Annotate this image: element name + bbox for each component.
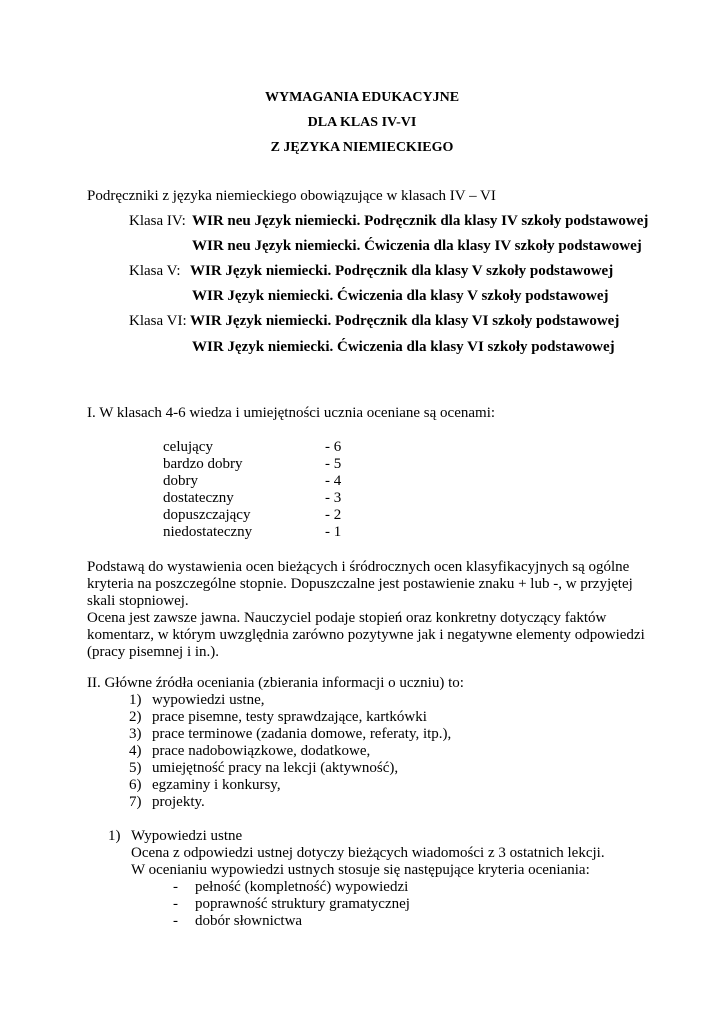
list-number: 7) [129, 794, 142, 810]
para2-line2: komentarz, w którym uwzględnia zarówno pozytywne jak i negatywne elementy odpowiedzi [87, 627, 645, 643]
grade-value: - 1 [325, 524, 342, 540]
section2-heading: II. Główne źródła oceniania (zbierania informacji o uczniu) to: [87, 675, 464, 691]
class-vi-book: WIR Język niemiecki. Podręcznik dla klasy VI szkoły podstawowej [190, 313, 620, 329]
grade-name: dostateczny [163, 490, 234, 506]
para2-line3: (pracy pisemnej i in.). [87, 644, 220, 660]
list-text: egzaminy i konkursy, [152, 777, 281, 793]
criteria-dash: - [173, 896, 178, 912]
list-item [0, 726, 724, 743]
subsection-line1: Ocena z odpowiedzi ustnej dotyczy bieżących wiadomości z 3 ostatnich lekcji. [131, 845, 605, 861]
list-number: 1) [129, 692, 142, 708]
list-number: 2) [129, 709, 142, 725]
list-text: prace terminowe (zadania domowe, referaty, itp.), [152, 726, 452, 742]
grade-value: - 3 [325, 490, 342, 506]
criteria-dash: - [173, 879, 178, 895]
grade-value: - 4 [325, 473, 342, 489]
list-text: projekty. [152, 794, 205, 810]
criteria-dash: - [173, 913, 178, 929]
criteria-item [0, 896, 724, 913]
list-item [0, 777, 724, 794]
list-number: 3) [129, 726, 142, 742]
grade-name: niedostateczny [163, 524, 253, 540]
class-iv-book: WIR neu Język niemiecki. Podręcznik dla klasy IV szkoły podstawowej [192, 213, 649, 229]
list-number: 4) [129, 743, 142, 759]
list-number: 5) [129, 760, 142, 776]
doc-title-line2: DLA KLAS IV-VI [307, 115, 417, 130]
list-text: wypowiedzi ustne, [152, 692, 265, 708]
class-v-exercises: WIR Język niemiecki. Ćwiczenia dla klasy V szkoły podstawowej [192, 288, 609, 304]
grade-name: bardzo dobry [163, 456, 243, 472]
grade-value: - 2 [325, 507, 342, 523]
section1-heading: I. W klasach 4-6 wiedza i umiejętności ucznia oceniane są ocenami: [87, 405, 496, 421]
list-item [0, 709, 724, 726]
list-item [0, 794, 724, 811]
criteria-text: dobór słownictwa [195, 913, 303, 929]
class-vi-exercises: WIR Język niemiecki. Ćwiczenia dla klasy VI szkoły podstawowej [192, 339, 615, 355]
para2-line1: Ocena jest zawsze jawna. Nauczyciel podaje stopień oraz konkretny dotyczący faktów [87, 610, 607, 626]
grade-name: dopuszczający [163, 507, 251, 523]
list-text: prace nadobowiązkowe, dodatkowe, [152, 743, 371, 759]
class-vi-label: Klasa VI: [129, 313, 187, 329]
class-iv-label: Klasa IV: [129, 213, 186, 229]
subsection-title: Wypowiedzi ustne [131, 828, 243, 844]
criteria-text: poprawność struktury gramatycznej [195, 896, 410, 912]
grade-name: celujący [163, 439, 213, 455]
list-item [0, 692, 724, 709]
textbooks-intro: Podręczniki z języka niemieckiego obowiązujące w klasach IV – VI [87, 188, 496, 204]
criteria-item [0, 913, 724, 930]
list-text: prace pisemne, testy sprawdzające, kartkówki [152, 709, 427, 725]
grade-value: - 6 [325, 439, 342, 455]
list-item [0, 760, 724, 777]
para1-line3: skali stopniowej. [87, 593, 189, 609]
doc-title-line1: WYMAGANIA EDUKACYJNE [264, 90, 460, 105]
doc-title-line3: Z JĘZYKA NIEMIECKIEGO [270, 140, 454, 155]
subsection-line2: W ocenianiu wypowiedzi ustnych stosuje się następujące kryteria oceniania: [131, 862, 590, 878]
para1-line1: Podstawą do wystawienia ocen bieżących i śródrocznych ocen klasyfikacyjnych są ogólne [87, 559, 630, 575]
grade-name: dobry [163, 473, 198, 489]
list-item [0, 743, 724, 760]
criteria-item [0, 879, 724, 896]
class-iv-exercises: WIR neu Język niemiecki. Ćwiczenia dla klasy IV szkoły podstawowej [192, 238, 642, 254]
list-number: 6) [129, 777, 142, 793]
list-text: umiejętność pracy na lekcji (aktywność), [152, 760, 399, 776]
class-v-label: Klasa V: [129, 263, 181, 279]
criteria-text: pełność (kompletność) wypowiedzi [195, 879, 409, 895]
subsection-number: 1) [108, 828, 121, 844]
class-v-book: WIR Język niemiecki. Podręcznik dla klasy V szkoły podstawowej [190, 263, 614, 279]
grade-value: - 5 [325, 456, 342, 472]
para1-line2: kryteria na poszczególne stopnie. Dopuszczalne jest postawienie znaku + lub -, w przyjętej [87, 576, 633, 592]
